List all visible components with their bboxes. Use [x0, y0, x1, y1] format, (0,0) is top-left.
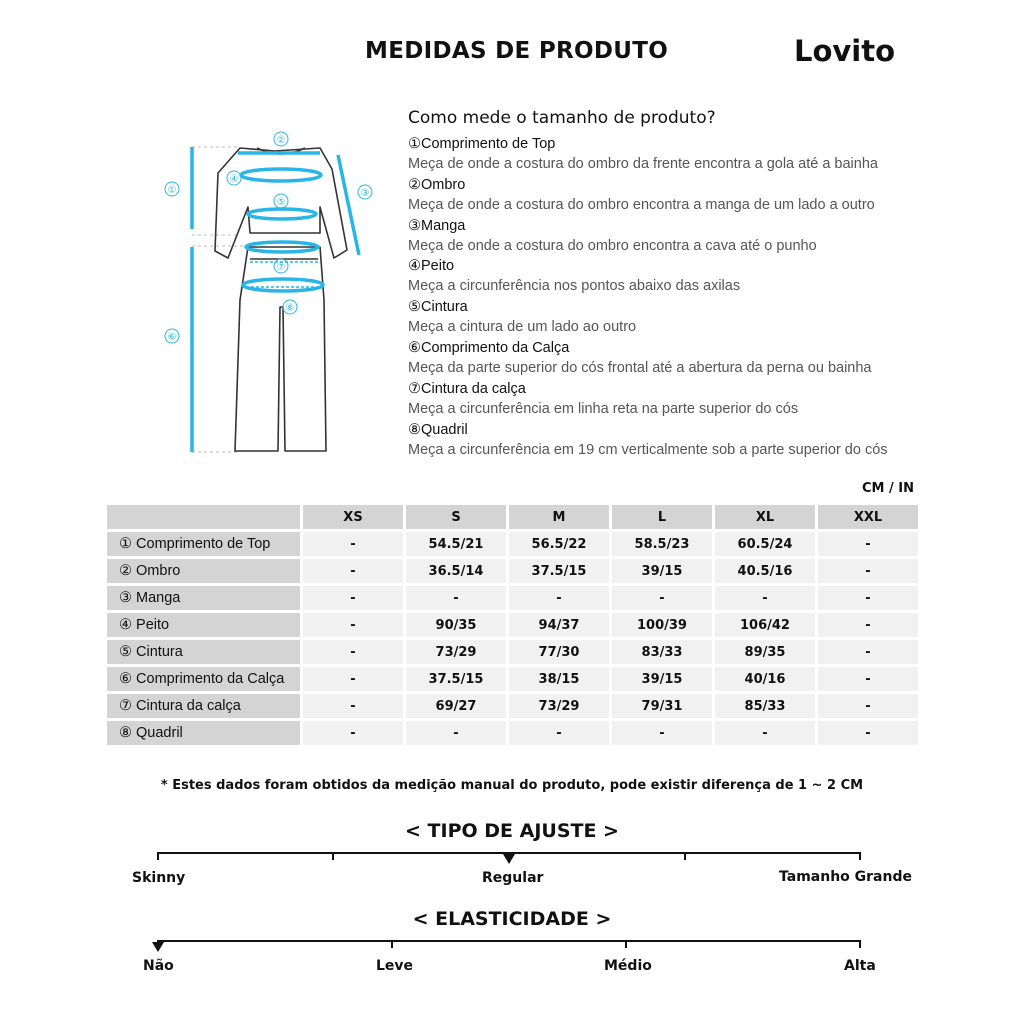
table-cell: -: [303, 694, 403, 718]
table-row: [107, 613, 918, 637]
row-label: ⑤ Cintura: [107, 640, 300, 664]
fit-tick: [684, 852, 686, 860]
guide-item-desc: Meça da parte superior do cós frontal até a abertura da perna ou bainha: [408, 359, 872, 376]
table-cell: -: [818, 532, 918, 556]
guide-item-name: ②Ombro: [408, 176, 466, 193]
diagram-label-4: ④: [229, 174, 239, 185]
column-header: XS: [303, 505, 403, 529]
guide-item: [408, 175, 1008, 216]
guide-item-name: ⑥Comprimento da Calça: [408, 339, 570, 356]
table-cell: 77/30: [509, 640, 609, 664]
table-cell: -: [818, 613, 918, 637]
guide-item-desc: Meça a cintura de um lado ao outro: [408, 319, 637, 336]
table-row: [107, 667, 918, 691]
table-cell: -: [509, 721, 609, 745]
table-cell: -: [818, 667, 918, 691]
fit-label-large: Tamanho Grande: [779, 869, 912, 885]
guide-item-name: ⑤Cintura: [408, 299, 468, 316]
guide-item: [408, 379, 1008, 420]
table-cell: 40/16: [715, 667, 815, 691]
diagram-label-3: ③: [360, 188, 370, 199]
row-label: ④ Peito: [107, 613, 300, 637]
table-row: [107, 721, 918, 745]
table-corner-cell: [107, 505, 300, 529]
column-header: S: [406, 505, 506, 529]
guide-item: [408, 338, 1008, 379]
table-cell: -: [818, 721, 918, 745]
table-cell: 37.5/15: [509, 559, 609, 583]
fit-type-title: < TIPO DE AJUSTE >: [405, 820, 619, 842]
table-cell: 83/33: [612, 640, 712, 664]
guide-item-desc: Meça a circunferência nos pontos abaixo das axilas: [408, 278, 741, 295]
size-table: [104, 502, 921, 748]
table-cell: 58.5/23: [612, 532, 712, 556]
diagram-label-1: ①: [167, 185, 177, 196]
elasticity-selected-marker: [152, 942, 164, 952]
guide-item-desc: Meça de onde a costura do ombro da frente encontra a gola até a bainha: [408, 156, 878, 172]
table-row: [107, 694, 918, 718]
fit-tick: [332, 852, 334, 860]
table-cell: 60.5/24: [715, 532, 815, 556]
table-cell: 79/31: [612, 694, 712, 718]
fit-tick: [157, 852, 159, 860]
table-cell: 89/35: [715, 640, 815, 664]
row-label: ② Ombro: [107, 559, 300, 583]
fit-selected-marker: [503, 854, 515, 864]
table-cell: 94/37: [509, 613, 609, 637]
guide-item-name: ⑦Cintura da calça: [408, 380, 526, 397]
table-row: [107, 559, 918, 583]
guide-item-name: ①Comprimento de Top: [408, 136, 556, 152]
table-cell: -: [303, 559, 403, 583]
table-cell: -: [509, 586, 609, 610]
table-cell: -: [303, 613, 403, 637]
table-cell: 85/33: [715, 694, 815, 718]
table-cell: 39/15: [612, 559, 712, 583]
elasticity-tick: [391, 940, 393, 948]
elasticity-label-none: Não: [143, 958, 174, 974]
elasticity-tick: [859, 940, 861, 948]
table-cell: -: [303, 667, 403, 691]
table-cell: -: [406, 586, 506, 610]
measurement-diagram: [150, 125, 390, 470]
unit-label: CM / IN: [862, 481, 914, 496]
table-cell: 39/15: [612, 667, 712, 691]
table-row: [107, 586, 918, 610]
elasticity-label-light: Leve: [376, 958, 414, 974]
table-row: [107, 640, 918, 664]
guide-item-desc: Meça de onde a costura do ombro encontra a manga de um lado a outro: [408, 196, 875, 213]
diagram-label-6: ⑥: [167, 332, 177, 343]
diagram-label-5: ⑤: [276, 197, 286, 208]
diagram-label-7: ⑦: [276, 262, 286, 273]
table-cell: 90/35: [406, 613, 506, 637]
guide-item: [408, 420, 1008, 461]
table-cell: -: [715, 586, 815, 610]
guide-item-name: ④Peito: [408, 258, 455, 275]
column-header: M: [509, 505, 609, 529]
row-label: ③ Manga: [107, 586, 300, 610]
table-cell: 69/27: [406, 694, 506, 718]
row-label: ① Comprimento de Top: [107, 532, 300, 556]
table-cell: -: [303, 721, 403, 745]
page-title: MEDIDAS DE PRODUTO: [365, 38, 669, 64]
table-cell: -: [612, 721, 712, 745]
table-cell: -: [715, 721, 815, 745]
table-cell: 100/39: [612, 613, 712, 637]
guide-item-desc: Meça de onde a costura do ombro encontra a cava até o punho: [408, 237, 817, 254]
diagram-label-2: ②: [276, 135, 286, 146]
table-cell: 56.5/22: [509, 532, 609, 556]
table-header-row: [107, 505, 918, 529]
table-cell: 37.5/15: [406, 667, 506, 691]
elasticity-title: < ELASTICIDADE >: [412, 908, 612, 930]
guide-item: [408, 216, 1008, 257]
row-label: ⑦ Cintura da calça: [107, 694, 300, 718]
elasticity-label-medium: Médio: [604, 958, 652, 974]
table-cell: -: [303, 586, 403, 610]
table-cell: -: [818, 640, 918, 664]
fit-label-skinny: Skinny: [132, 870, 186, 886]
guide-item-desc: Meça a circunferência em 19 cm verticalmente sob a parte superior do cós: [408, 441, 888, 458]
elasticity-tick: [625, 940, 627, 948]
table-cell: -: [303, 532, 403, 556]
column-header: L: [612, 505, 712, 529]
brand-logo: Lovito: [794, 34, 896, 68]
guide-heading: Como mede o tamanho de produto?: [408, 108, 716, 128]
column-header: XL: [715, 505, 815, 529]
diagram-label-8: ⑧: [285, 303, 295, 314]
measurement-note: * Estes dados foram obtidos da medição manual do produto, pode existir diferença de 1 ~ 2 CM: [160, 778, 864, 793]
table-cell: -: [406, 721, 506, 745]
table-cell: 54.5/21: [406, 532, 506, 556]
guide-item-name: ⑧Quadril: [408, 421, 468, 438]
table-cell: 73/29: [406, 640, 506, 664]
table-row: [107, 532, 918, 556]
guide-item: [408, 297, 1008, 338]
table-cell: 106/42: [715, 613, 815, 637]
table-cell: 40.5/16: [715, 559, 815, 583]
row-label: ⑥ Comprimento da Calça: [107, 667, 300, 691]
guide-item-name: ③Manga: [408, 217, 466, 234]
guide-item: [408, 256, 1008, 297]
table-cell: 73/29: [509, 694, 609, 718]
table-cell: -: [303, 640, 403, 664]
table-cell: -: [818, 586, 918, 610]
guide-item: [408, 134, 1008, 175]
elasticity-scale-line: [158, 940, 860, 942]
guide-item-desc: Meça a circunferência em linha reta na parte superior do cós: [408, 400, 799, 417]
measurement-guide: [408, 108, 1008, 460]
table-cell: -: [818, 694, 918, 718]
fit-label-regular: Regular: [482, 870, 544, 886]
row-label: ⑧ Quadril: [107, 721, 300, 745]
table-cell: 38/15: [509, 667, 609, 691]
table-cell: 36.5/14: [406, 559, 506, 583]
column-header: XXL: [818, 505, 918, 529]
table-cell: -: [612, 586, 712, 610]
fit-tick: [859, 852, 861, 860]
table-cell: -: [818, 559, 918, 583]
elasticity-label-high: Alta: [844, 958, 876, 974]
